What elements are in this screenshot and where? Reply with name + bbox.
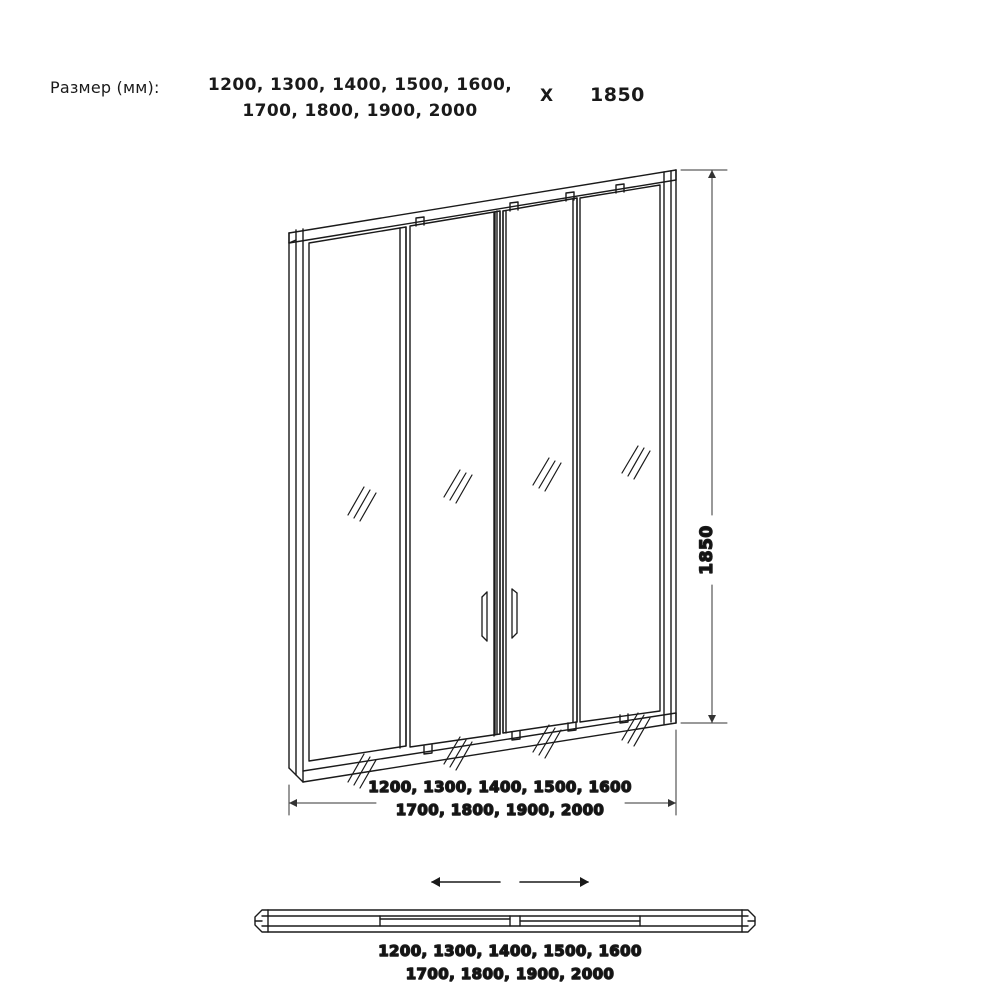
slide-arrows xyxy=(431,877,589,887)
plan-view xyxy=(255,910,755,932)
width-options-line-2: 1700, 1800, 1900, 2000 xyxy=(242,101,478,121)
glass-panel-1 xyxy=(309,227,406,761)
shower-door-drawing xyxy=(0,130,1000,1000)
front-width-line-2: 1700, 1800, 1900, 2000 xyxy=(395,801,605,819)
height-dimension-label: 1850 xyxy=(697,525,717,575)
width-options-line-1: 1200, 1300, 1400, 1500, 1600, xyxy=(207,75,513,95)
size-specification xyxy=(50,72,950,132)
height-dimension xyxy=(681,170,727,723)
height-value: 1850 xyxy=(590,84,645,106)
size-label: Размер (мм): xyxy=(50,78,160,97)
plan-width-line-2: 1700, 1800, 1900, 2000 xyxy=(405,965,615,983)
multiply-symbol: X xyxy=(540,86,554,106)
front-width-line-1: 1200, 1300, 1400, 1500, 1600 xyxy=(368,778,632,796)
glass-panel-3 xyxy=(503,198,577,733)
plan-width-line-1: 1200, 1300, 1400, 1500, 1600 xyxy=(378,942,642,960)
width-options xyxy=(195,72,525,124)
